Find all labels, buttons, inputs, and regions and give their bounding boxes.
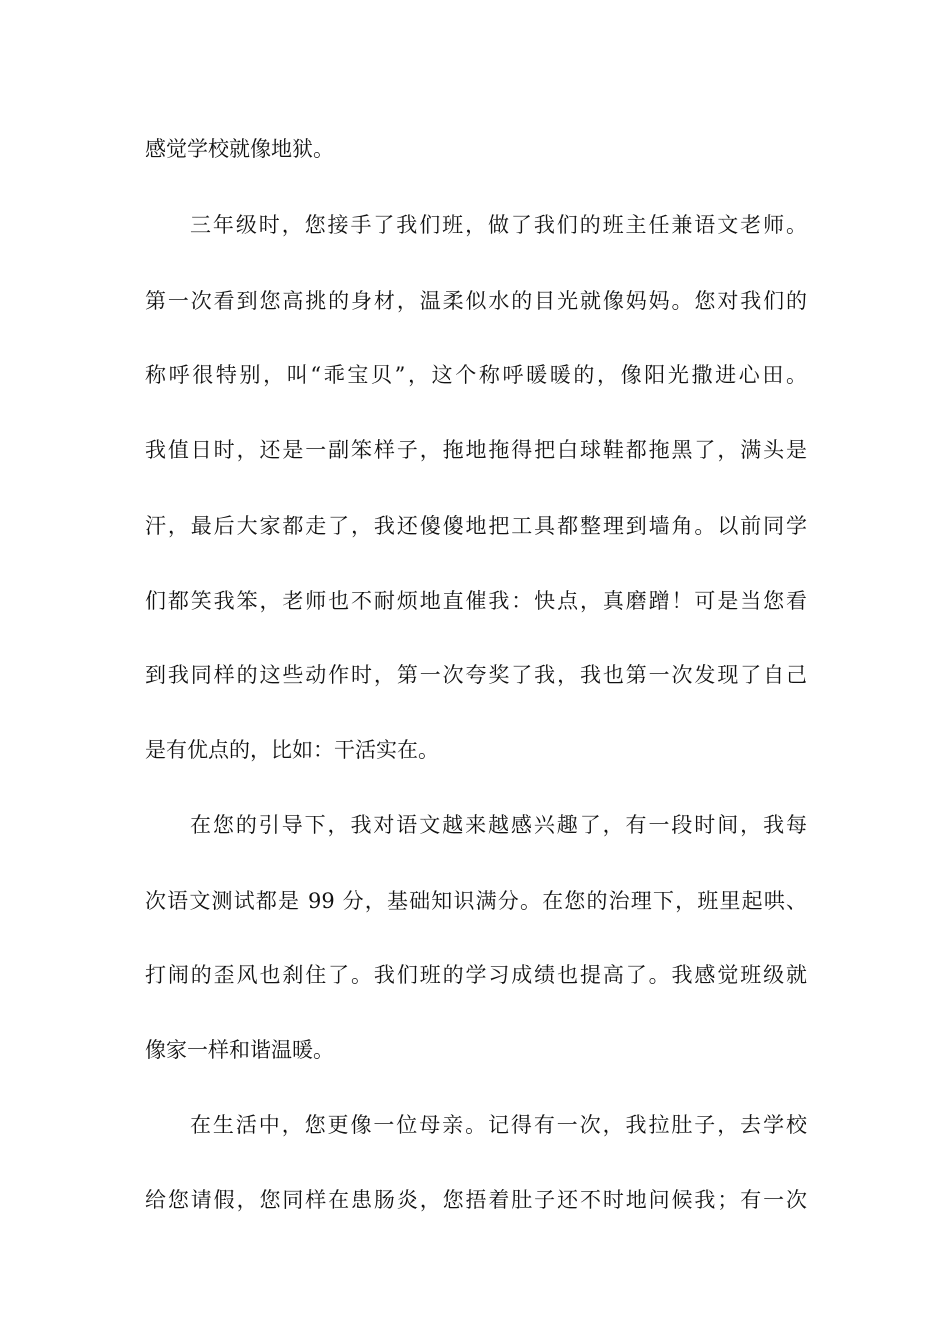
text-line: 打闹的歪风也刹住了。我们班的学习成绩也提高了。我感觉班级就 xyxy=(145,963,807,987)
text-line: 给您请假，您同样在患肠炎，您捂着肚子还不时地问候我；有一次 xyxy=(145,1188,807,1212)
text-line: 感觉学校就像地狱。 xyxy=(145,137,334,161)
text-line: 像家一样和谐温暖。 xyxy=(145,1038,334,1062)
text-line: 在您的引导下，我对语文越来越感兴趣了，有一段时间，我每 xyxy=(190,813,807,837)
text-line: 称呼很特别，叫“乖宝贝”，这个称呼暖暖的，像阳光撒进心田。 xyxy=(145,363,807,387)
text-line: 我值日时，还是一副笨样子，拖地拖得把白球鞋都拖黑了，满头是 xyxy=(145,438,807,462)
text-line: 次语文测试都是 99 分，基础知识满分。在您的治理下，班里起哄、 xyxy=(145,889,807,913)
text-line: 汗，最后大家都走了，我还傻傻地把工具都整理到墙角。以前同学 xyxy=(145,514,807,538)
text-line: 到我同样的这些动作时，第一次夸奖了我，我也第一次发现了自己 xyxy=(145,663,807,687)
text-line: 第一次看到您高挑的身材，温柔似水的目光就像妈妈。您对我们的 xyxy=(145,289,807,313)
text-line: 在生活中，您更像一位母亲。记得有一次，我拉肚子，去学校 xyxy=(190,1113,807,1137)
text-line: 们都笑我笨，老师也不耐烦地直催我：快点，真磨蹭！可是当您看 xyxy=(145,589,807,613)
text-line: 三年级时，您接手了我们班，做了我们的班主任兼语文老师。 xyxy=(190,213,807,237)
text-line: 是有优点的，比如：干活实在。 xyxy=(145,738,439,762)
